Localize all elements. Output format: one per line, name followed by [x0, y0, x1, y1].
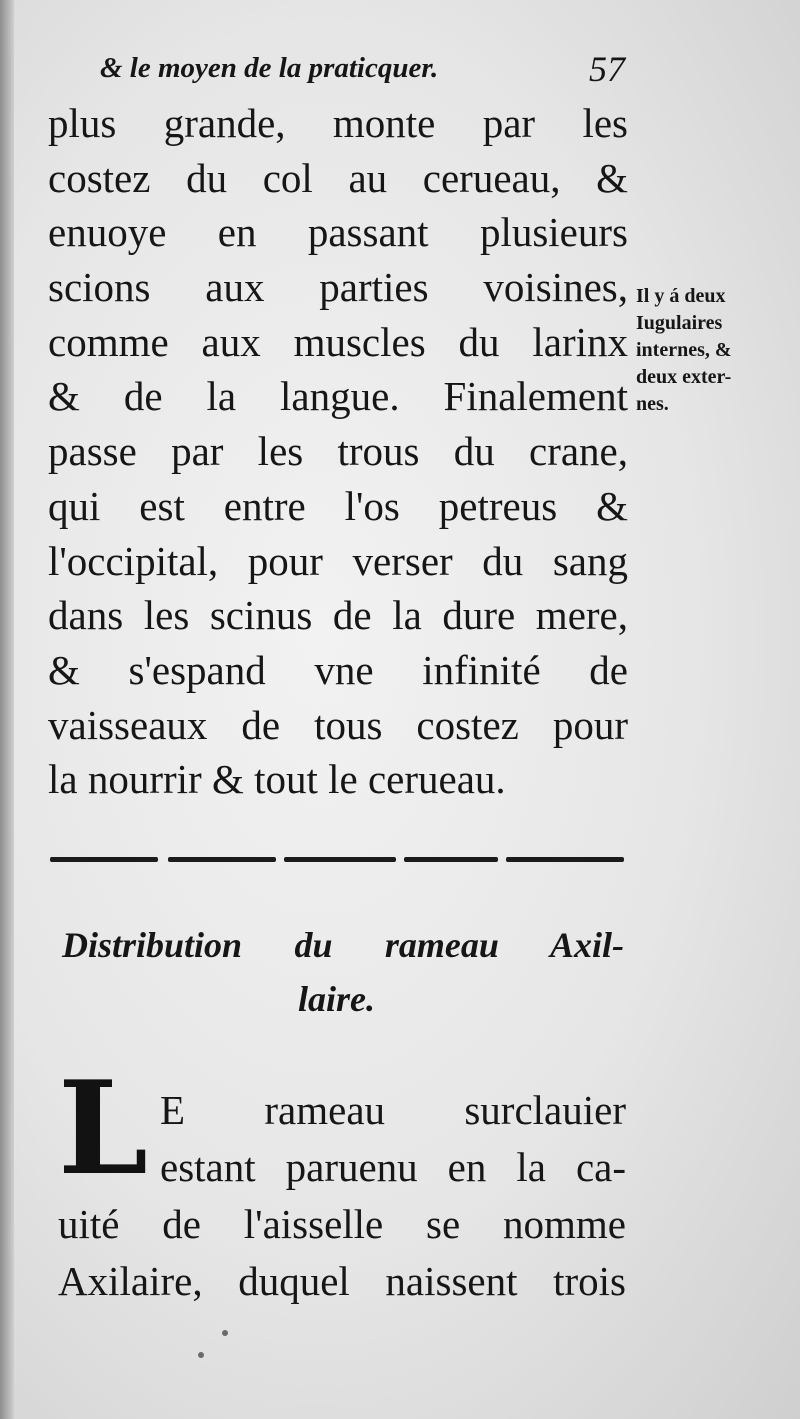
marginal-note-line: Iugulaires	[636, 312, 723, 334]
text-line: passe par les trous du crane,	[48, 428, 628, 475]
text-line: estant paruenu en la ca-	[160, 1144, 626, 1190]
text-line: comme aux muscles du larinx	[48, 318, 628, 365]
section-heading-line: Distribution du rameau Axil-	[62, 925, 624, 965]
marginal-note-line: deux exter-	[636, 366, 732, 388]
text-line: plus grande, monte par les	[48, 100, 628, 146]
text-line: costez du col au cerueau, &	[48, 154, 628, 201]
text-line: Axilaire, duquel naissent trois	[58, 1258, 626, 1304]
text-line: E rameau surclauier	[160, 1087, 626, 1133]
section-divider-segment	[506, 857, 624, 862]
text-line: uité de l'aisselle se nomme	[58, 1201, 626, 1247]
text-line: vaisseaux de tous costez pour	[48, 701, 628, 748]
body-paragraph-2	[58, 1082, 626, 1310]
marginal-note-line: Il y á deux	[636, 285, 726, 307]
section-divider-segment	[284, 857, 396, 862]
body-paragraph	[48, 96, 628, 807]
section-divider-segment	[50, 857, 158, 862]
marginal-note-line: internes, &	[636, 339, 732, 361]
text-line: & de la langue. Finalement	[48, 373, 628, 420]
section-heading	[62, 918, 624, 1026]
ink-specks	[190, 1318, 250, 1378]
page-number: 57	[589, 49, 625, 89]
page-edge-shadow	[0, 0, 14, 1419]
text-line: scions aux parties voisines,	[48, 264, 628, 311]
text-line: dans les scinus de la dure mere,	[48, 592, 628, 639]
section-divider-segment	[168, 857, 276, 862]
ink-speck	[222, 1330, 228, 1336]
ink-speck	[198, 1352, 204, 1358]
text-line: enuoye en passant plusieurs	[48, 209, 628, 256]
text-line: l'occipital, pour verser du sang	[48, 537, 628, 584]
section-heading-line: laire.	[298, 979, 375, 1019]
marginal-note	[636, 283, 786, 418]
running-head: & le moyen de la praticquer.	[100, 52, 439, 84]
text-line: la nourrir & tout le cerueau.	[48, 756, 506, 803]
section-divider-segment	[404, 857, 498, 862]
drop-cap: L	[58, 1054, 148, 1204]
page-header	[100, 48, 625, 88]
text-line: qui est entre l'os petreus &	[48, 482, 628, 529]
marginal-note-line: nes.	[636, 393, 669, 415]
text-line: & s'espand vne infinité de	[48, 646, 628, 693]
